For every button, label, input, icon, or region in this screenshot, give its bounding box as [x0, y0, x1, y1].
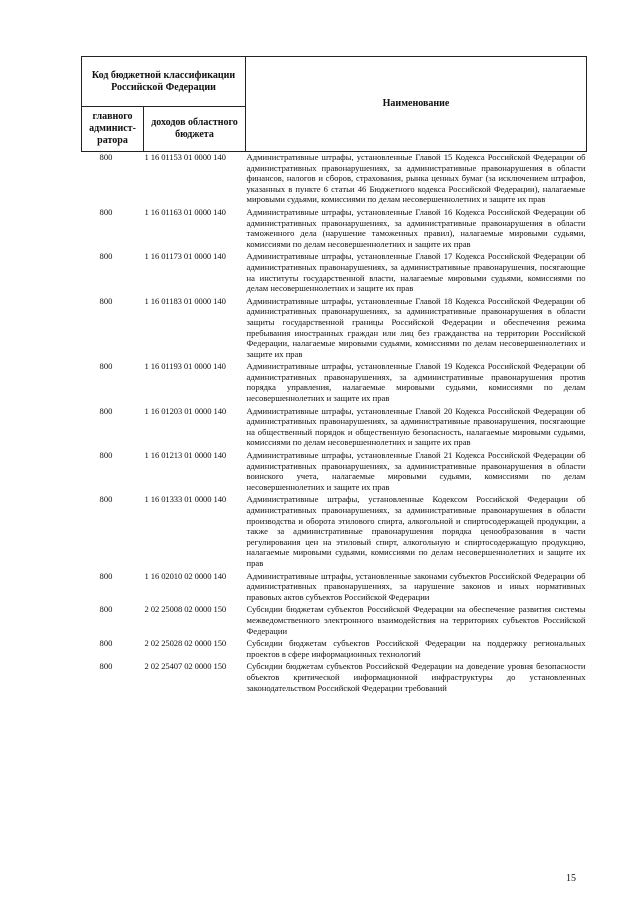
income-code-cell: 1 16 01163 01 0000 140: [144, 206, 226, 217]
name-cell: Административные штрафы, установленные законами субъектов Российской Федерации об административных правонарушениях, за нарушение законов и иных нормативных правовых актов субъектов Российской Федерации: [246, 570, 586, 602]
table-row: [82, 207, 587, 251]
name-cell: Субсидии бюджетам субъектов Российской Федерации на обеспечение развития системы межведомственного электронного взаимодействия на территориях субъектов Российской Федерации: [246, 604, 586, 636]
admin-code-cell: 800: [99, 638, 113, 649]
table-row: [82, 152, 587, 207]
table-row: [82, 251, 587, 295]
income-code-cell: 2 02 25407 02 0000 150: [144, 661, 227, 672]
name-cell: Административные штрафы, установленные Главой 19 Кодекса Российской Федерации об административных правонарушениях, за административные правонарушения против порядка управления, налагаемые мировыми судьями, комиссиями по делам несовершеннолетних и защите их прав: [246, 361, 586, 404]
name-cell: Административные штрафы, установленные Главой 15 Кодекса Российской Федерации об административных правонарушениях, за административные правонарушения в области финансов, налогов и сборов, страхования, рынка ценных бумаг (за исключением штрафов, указанных в пункте 6 статьи 46 Бюджетного кодекса Российской Федерации), налагаемые мировыми судьями, комиссиями по делам несовершеннолетних и защите их прав: [246, 152, 586, 205]
income-code-cell: 1 16 01333 01 0000 140: [144, 494, 227, 505]
income-code-cell: 1 16 01193 01 0000 140: [144, 361, 226, 372]
admin-code-cell: 800: [99, 661, 113, 672]
admin-code-cell: 800: [99, 604, 113, 615]
table-row: [82, 406, 587, 450]
income-code-cell: 1 16 02010 02 0000 140: [144, 570, 227, 581]
name-cell: Субсидии бюджетам субъектов Российской Федерации на поддержку региональных проектов в сфере информационных технологий: [246, 638, 586, 659]
table-row: [82, 494, 587, 570]
table-row: [82, 661, 587, 695]
income-code-cell: 2 02 25008 02 0000 150: [144, 604, 227, 615]
admin-code-cell: 800: [99, 152, 113, 162]
income-code-cell: 1 16 01213 01 0000 140: [144, 450, 227, 461]
income-code-cell: 1 16 01173 01 0000 140: [144, 251, 226, 262]
name-cell: Административные штрафы, установленные Главой 21 Кодекса Российской Федерации об административных правонарушениях, за административные правонарушения в области воинского учета, налагаемые мировыми судьями, комиссиями по делам несовершеннолетних и защите их прав: [246, 450, 586, 492]
admin-code-cell: 800: [99, 570, 113, 581]
admin-code-cell: 800: [99, 361, 113, 372]
table-row: [82, 296, 587, 362]
income-code-cell: 1 16 01203 01 0000 140: [144, 405, 227, 416]
table-row: [82, 604, 587, 638]
admin-code-cell: 800: [99, 295, 113, 306]
income-code-cell: 1 16 01153 01 0000 140: [144, 152, 226, 162]
page-number: 15: [566, 873, 576, 884]
name-column-header: Наименование: [246, 57, 587, 152]
table-row: [82, 450, 587, 494]
admin-code-cell: 800: [99, 494, 113, 505]
admin-column-header: главного админист-ратора: [82, 107, 144, 152]
name-cell: Административные штрафы, установленные Главой 17 Кодекса Российской Федерации об административных правонарушениях, за административные правонарушения, посягающие на институты государственной власти, налагаемые мировыми судьями, комиссиями по делам несовершеннолетних и защите их прав: [246, 251, 586, 294]
name-cell: Административные штрафы, установленные Главой 16 Кодекса Российской Федерации об административных правонарушениях, за административные правонарушения в области таможенного дела (нарушение таможенных правил), налагаемые мировыми судьями, комиссиями по делам несовершеннолетних и защите их прав: [246, 206, 586, 249]
table-row: [82, 638, 587, 661]
budget-classification-table: [81, 56, 587, 695]
income-code-cell: 1 16 01183 01 0000 140: [144, 295, 226, 306]
code-group-header: Код бюджетной классификации Российской Федерации: [82, 57, 246, 107]
income-code-cell: 2 02 25028 02 0000 150: [144, 638, 227, 649]
admin-code-cell: 800: [99, 251, 113, 262]
admin-code-cell: 800: [99, 206, 113, 217]
admin-code-cell: 800: [99, 405, 113, 416]
table-row: [82, 571, 587, 605]
name-cell: Административные штрафы, установленные Главой 18 Кодекса Российской Федерации об административных правонарушениях, за административные правонарушения в области защиты государственной границы Российской Федерации и обеспечения режима пребывания иностранных граждан или лиц без гражданства на территории Российской Федерации, налагаемые мировыми судьями, комиссиями по делам несовершеннолетних и защите их прав: [246, 295, 586, 359]
name-cell: Административные штрафы, установленные Главой 20 Кодекса Российской Федерации об административных правонарушениях, за административные правонарушения, посягающие на общественный порядок и общественную безопасность, налагаемые мировыми судьями, комиссиями по делам несовершеннолетних и защите их прав: [246, 405, 586, 448]
admin-code-cell: 800: [99, 450, 113, 461]
table-row: [82, 361, 587, 405]
name-cell: Административные штрафы, установленные Кодексом Российской Федерации об административных правонарушениях, за административные правонарушения в области производства и оборота этилового спирта, алкогольной и спиртосодержащей продукции, а также за административные правонарушения порядка ценообразования в части регулирования цен на этиловый спирт, алкогольную и спиртосодержащую продукцию, налагаемые мировыми судьями, комиссиями по делам несовершеннолетних и защите их прав: [246, 494, 586, 568]
name-cell: Субсидии бюджетам субъектов Российской Федерации на доведение уровня безопасности объектов критической информационной инфраструктуры до установленных законодательством Российской Федерации требований: [246, 661, 586, 693]
income-column-header: доходов областного бюджета: [144, 107, 246, 152]
